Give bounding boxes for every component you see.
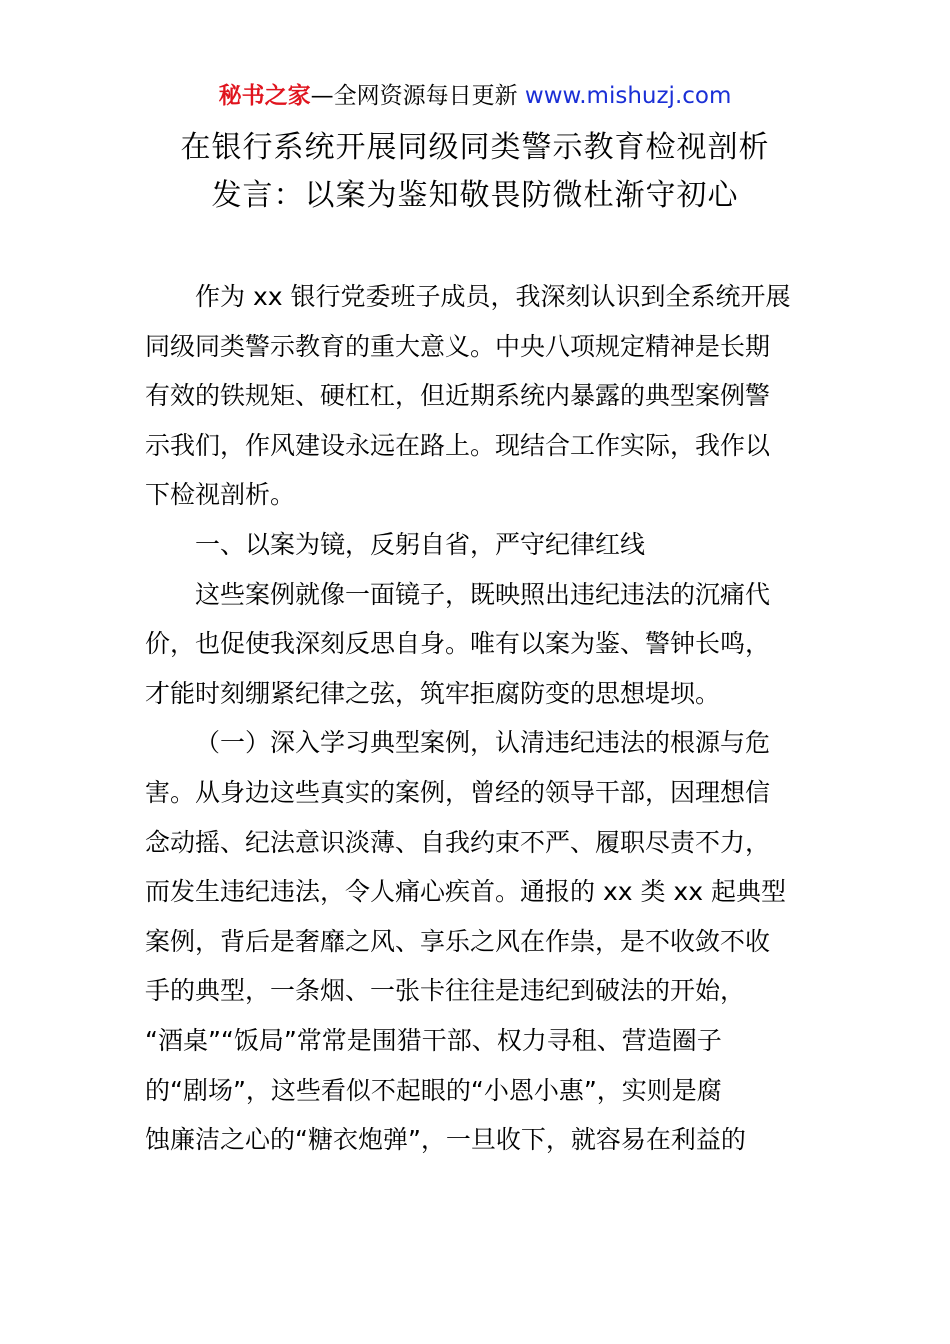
title-line-2: 发言：以案为鉴知敬畏防微杜渐守初心 xyxy=(211,178,739,213)
section-heading: 一、以案为镜，反躬自省，严守纪律红线 xyxy=(195,529,646,559)
paragraph-line: “酒桌”“饭局”常常是围猎干部、权力寻租、营造圈子 xyxy=(145,1025,722,1055)
paragraph-line: 手的典型，一条烟、一张卡往往是违纪到破法的开始， xyxy=(145,976,746,1006)
paragraph-line: 作为 xx 银行党委班子成员，我深刻认识到全系统开展 xyxy=(195,282,791,311)
site-name: 秘书之家 xyxy=(218,83,311,109)
site-tagline: —全网资源每日更新 xyxy=(310,83,525,109)
title-line-1: 在银行系统开展同级同类警示教育检视剖析 xyxy=(180,130,770,165)
paragraph-line: 示我们，作风建设永远在路上。现结合工作实际，我作以 xyxy=(145,430,771,460)
paragraph-line: 这些案例就像一面镜子，既映照出违纪违法的沉痛代 xyxy=(195,579,771,609)
paragraph-line: 的“剧场”，这些看似不起眼的“小恩小惠”，实则是腐 xyxy=(145,1075,722,1105)
paragraph-line: 案例，背后是奢靡之风、享乐之风在作祟，是不收敛不收 xyxy=(145,926,771,956)
paragraph-line: 才能时刻绷紧纪律之弦，筑牢拒腐防变的思想堤坝。 xyxy=(145,678,721,708)
site-header xyxy=(0,80,950,112)
site-url-link[interactable]: www.mishuzj.com xyxy=(524,83,732,109)
paragraph-line: 念动摇、纪法意识淡薄、自我约束不严、履职尽责不力， xyxy=(145,827,771,857)
paragraph-line: 害。从身边这些真实的案例，曾经的领导干部，因理想信 xyxy=(145,777,771,807)
document-title xyxy=(0,124,950,220)
paragraph-line: 蚀廉洁之心的“糖衣炮弹”，一旦收下，就容易在利益的 xyxy=(145,1125,746,1155)
paragraph-line: 同级同类警示教育的重大意义。中央八项规定精神是长期 xyxy=(145,331,771,361)
paragraph-line: 价，也促使我深刻反思自身。唯有以案为鉴、警钟长鸣， xyxy=(145,629,771,659)
document-body xyxy=(145,272,805,1165)
paragraph-line: 下检视剖析。 xyxy=(145,480,296,510)
paragraph-line: （一）深入学习典型案例，认清违纪违法的根源与危 xyxy=(195,728,771,758)
paragraph-line: 有效的铁规矩、硬杠杠，但近期系统内暴露的典型案例警 xyxy=(145,381,771,411)
paragraph-line: 而发生违纪违法，令人痛心疾首。通报的 xx 类 xx 起典型 xyxy=(145,877,786,907)
